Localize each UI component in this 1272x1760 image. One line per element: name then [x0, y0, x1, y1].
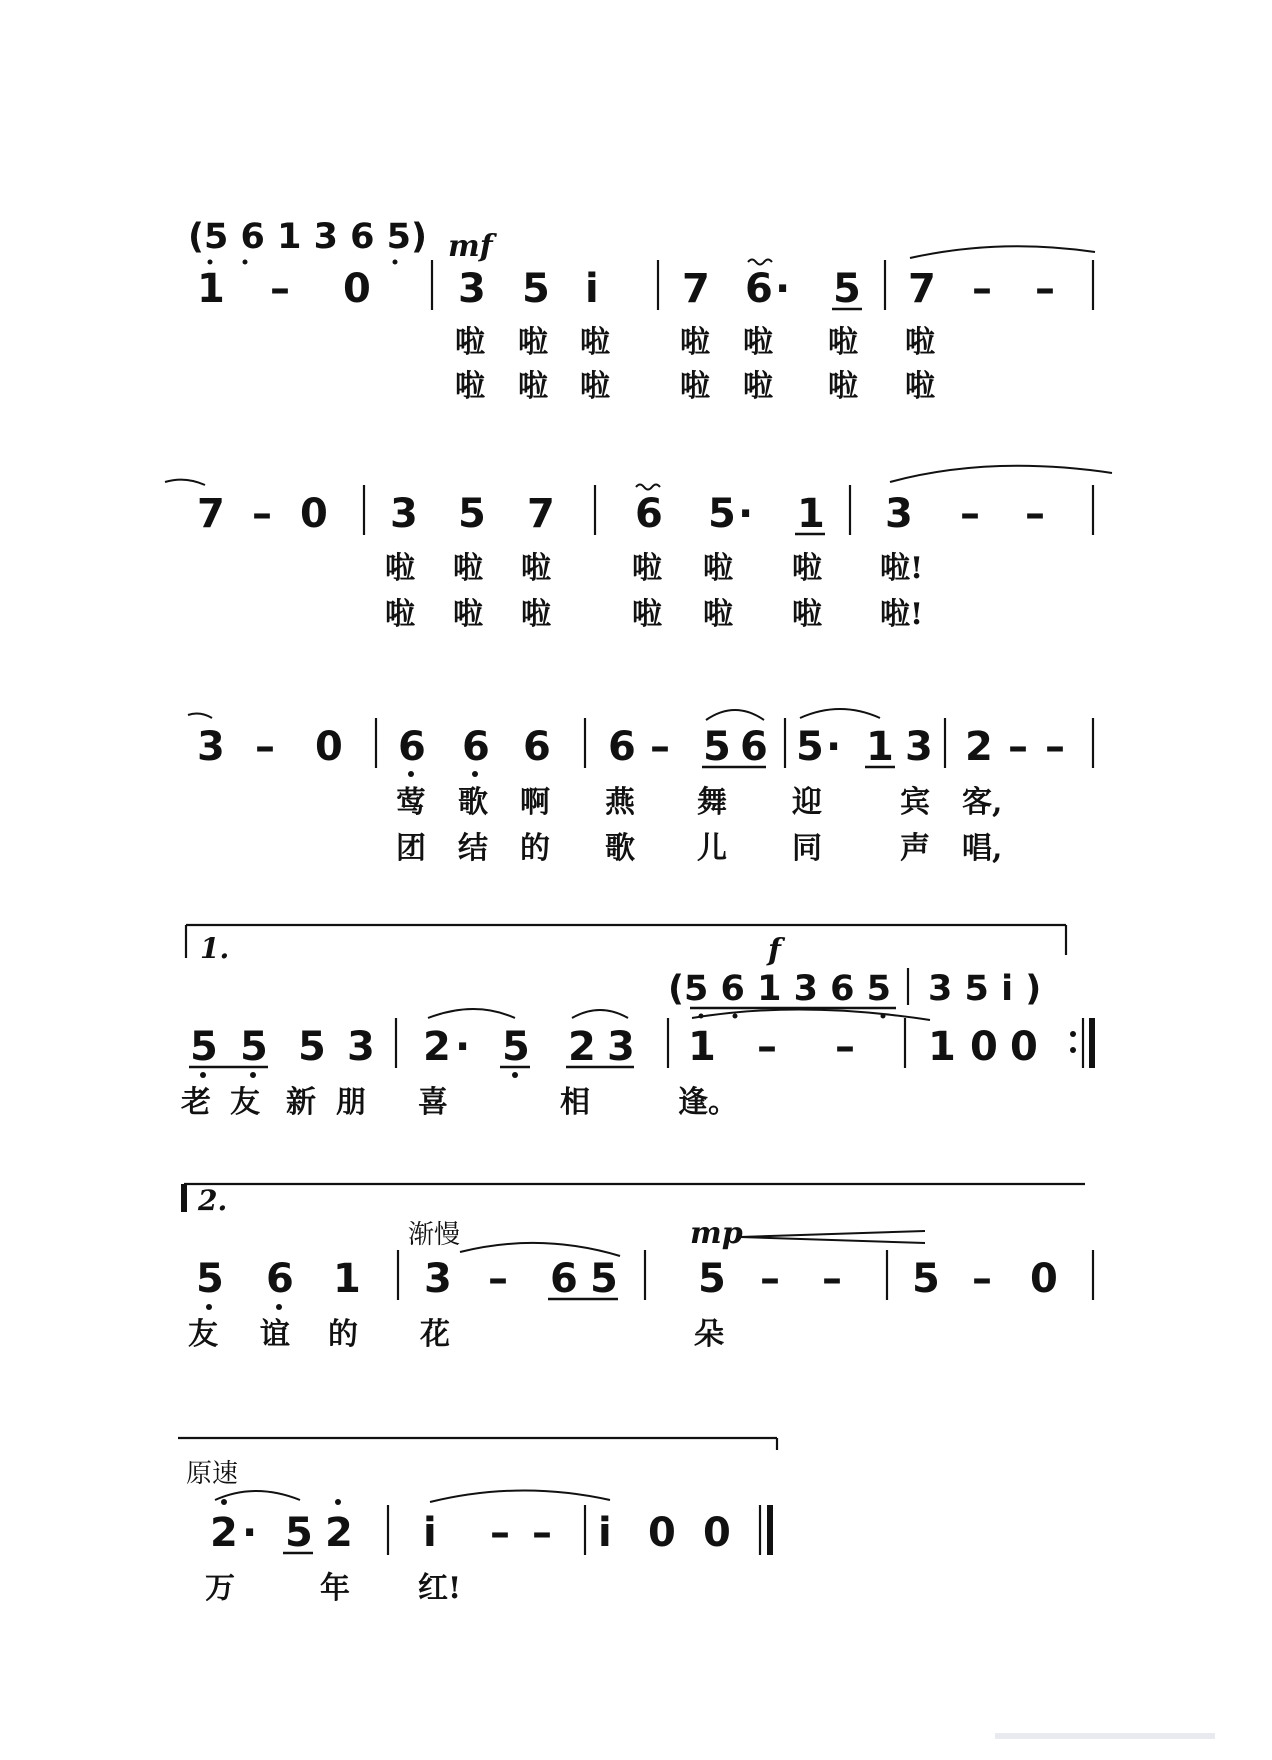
note: 0 [703, 1510, 731, 1556]
note: 5 [522, 266, 550, 312]
note: 3 [885, 491, 913, 537]
lyric-syllable: 啦 [743, 369, 773, 404]
note: i [598, 1510, 612, 1556]
note: 0 [315, 724, 343, 770]
interlude-phrase: (5 6 1 3 6 5 [668, 969, 892, 1009]
lyrics-verse-2 [396, 831, 1002, 866]
note: 3 [607, 1024, 635, 1070]
lyric-syllable: 朵 [694, 1317, 724, 1352]
interlude-phrase: 3 5 i ) [928, 969, 1042, 1009]
slur-arc [572, 1010, 628, 1018]
low-octave-dot [733, 1014, 738, 1019]
tie-arc [188, 714, 212, 718]
lyric-syllable: 友 [230, 1085, 260, 1120]
note-dash: – [270, 266, 290, 312]
lyrics-verse-2 [455, 369, 935, 404]
dynamic-f: f [768, 933, 781, 968]
lyric-syllable: 啦 [518, 369, 548, 404]
repeat-dot [1070, 1031, 1076, 1037]
mordent-mark [748, 260, 772, 265]
lyric-syllable: 啦 [828, 325, 858, 360]
note: 5 [458, 491, 486, 537]
note: 3 [905, 724, 933, 770]
lyric-syllable: 燕 [605, 785, 635, 820]
note: 0 [970, 1024, 998, 1070]
note-dash: – [835, 1024, 855, 1070]
note-dash: – [822, 1256, 842, 1302]
augmentation-dot: · [826, 724, 842, 770]
note: 6 [635, 491, 663, 537]
lyric-syllable: 莺 [396, 785, 426, 820]
volta-number: 2. [198, 1184, 228, 1217]
footer-watermark [995, 1733, 1215, 1739]
augmentation-dot: · [775, 266, 791, 312]
repeat-dot [1070, 1047, 1076, 1053]
note: 2 [568, 1024, 596, 1070]
high-octave-dot [335, 1499, 341, 1505]
note-dash: – [1025, 491, 1045, 537]
note: 1 [197, 266, 225, 312]
lyric-syllable: 啦 [703, 551, 733, 586]
note: 1 [333, 1256, 361, 1302]
lyric-syllable: 朋 [336, 1085, 366, 1120]
note: 5 [240, 1024, 268, 1070]
lyric-syllable: 红! [418, 1571, 462, 1606]
note: 6 [462, 724, 490, 770]
lyric-syllable: 迎 [792, 785, 822, 820]
augmentation-dot: · [455, 1024, 471, 1070]
lyric-syllable: 啦 [632, 597, 662, 632]
diminuendo-upper [740, 1231, 925, 1237]
lyrics-verse-1 [188, 1317, 724, 1352]
note: 7 [682, 266, 710, 312]
system-6 [178, 1438, 777, 1606]
note: 1 [797, 491, 825, 537]
diminuendo-lower [740, 1237, 925, 1243]
note: 3 [197, 724, 225, 770]
system-5-second-ending [184, 1184, 1093, 1352]
note-dash: – [757, 1024, 777, 1070]
note: 7 [197, 491, 225, 537]
lyric-syllable: 宾 [900, 785, 930, 820]
lyric-syllable: 啦 [680, 369, 710, 404]
note: 5 [502, 1024, 530, 1070]
lyric-syllable: 花 [420, 1317, 450, 1352]
note-dash: – [972, 266, 992, 312]
lyric-syllable: 结 [458, 831, 488, 866]
lyric-syllable: 谊 [260, 1317, 290, 1352]
intro-phrase: (5 6 1 3 6 5) [188, 217, 428, 257]
lyric-syllable: 啦 [580, 325, 610, 360]
lyric-syllable: 啦! [880, 597, 924, 632]
note: 5 [708, 491, 736, 537]
note: 6 [740, 724, 768, 770]
note: 6 [523, 724, 551, 770]
lyric-syllable: 啦! [880, 551, 924, 586]
note: 1 [928, 1024, 956, 1070]
note-dash: – [488, 1256, 508, 1302]
intro-low-dot [393, 260, 398, 265]
lyric-syllable: 老 [181, 1085, 211, 1120]
lyric-syllable: 啦 [518, 325, 548, 360]
note-dash: – [1045, 724, 1065, 770]
lyric-syllable: 舞 [697, 785, 727, 820]
volta-number: 1. [200, 932, 230, 965]
low-octave-dot [200, 1072, 206, 1078]
note: 2 [423, 1024, 451, 1070]
note: 1 [866, 724, 894, 770]
lyrics-verse-1 [181, 1085, 738, 1120]
dynamic-mp: mp [690, 1216, 743, 1251]
slur-arc [215, 1491, 300, 1500]
lyric-syllable: 唱, [962, 831, 1003, 866]
note: 1 [688, 1024, 716, 1070]
lyric-syllable: 啦 [455, 369, 485, 404]
slur-arc [428, 1009, 515, 1018]
note: 0 [343, 266, 371, 312]
note: 6 [266, 1256, 294, 1302]
system-1 [188, 217, 1095, 404]
note-dash: – [255, 724, 275, 770]
intro-low-dot [243, 260, 248, 265]
system-3 [188, 709, 1093, 866]
lyrics-verse-1 [205, 1571, 461, 1606]
note-dash: – [532, 1510, 552, 1556]
lyric-syllable: 啦 [521, 551, 551, 586]
lyric-syllable: 啦 [455, 325, 485, 360]
low-octave-dot [408, 771, 414, 777]
lyric-syllable: 年 [320, 1571, 350, 1606]
note-dash: – [1008, 724, 1028, 770]
mordent-mark [636, 485, 660, 490]
intro-low-dot [208, 260, 213, 265]
note: 3 [390, 491, 418, 537]
low-octave-dot [472, 771, 478, 777]
note-dash: – [1035, 266, 1055, 312]
note: 0 [300, 491, 328, 537]
rit-line [460, 1243, 620, 1256]
lyric-syllable: 啦 [385, 551, 415, 586]
low-octave-dot [512, 1072, 518, 1078]
lyric-syllable: 啊 [520, 785, 550, 820]
lyric-syllable: 啦 [792, 551, 822, 586]
low-octave-dot [276, 1304, 282, 1310]
note: 5 [833, 266, 861, 312]
lyric-syllable: 万 [205, 1571, 235, 1606]
note: 5 [703, 724, 731, 770]
note: 7 [908, 266, 936, 312]
note-dash: – [650, 724, 670, 770]
note: 6 [608, 724, 636, 770]
tie-arc [692, 1009, 930, 1020]
lyric-syllable: 啦 [580, 369, 610, 404]
note-dash: – [490, 1510, 510, 1556]
lyric-syllable: 啦 [743, 325, 773, 360]
dynamic-mf: mf [448, 229, 493, 264]
lyric-syllable: 的 [520, 831, 550, 866]
tie-arc [910, 246, 1095, 258]
note: 6 [550, 1256, 578, 1302]
tie-arc [890, 466, 1112, 482]
lyric-syllable: 儿 [697, 831, 727, 866]
lyrics-verse-1 [455, 325, 935, 360]
tie-arc [165, 480, 205, 485]
lyric-syllable: 啦 [792, 597, 822, 632]
system-4-first-ending [181, 925, 1092, 1120]
lyric-syllable: 啦 [828, 369, 858, 404]
low-octave-dot [206, 1304, 212, 1310]
note: 5 [285, 1510, 313, 1556]
note: 5 [590, 1256, 618, 1302]
system-2 [165, 466, 1112, 632]
note: 6 [745, 266, 773, 312]
note: 3 [458, 266, 486, 312]
note: i [423, 1510, 437, 1556]
lyric-syllable: 逢。 [678, 1085, 738, 1120]
lyric-syllable: 啦 [632, 551, 662, 586]
lyrics-verse-2 [385, 597, 923, 632]
note: 5 [190, 1024, 218, 1070]
note: 0 [1010, 1024, 1038, 1070]
lyric-syllable: 相 [560, 1085, 590, 1120]
tempo-mark: 原速 [186, 1459, 239, 1489]
slur-arc [706, 710, 764, 720]
augmentation-dot: · [738, 491, 754, 537]
note: 6 [398, 724, 426, 770]
lyric-syllable: 啦 [385, 597, 415, 632]
note: 3 [424, 1256, 452, 1302]
lyric-syllable: 啦 [680, 325, 710, 360]
augmentation-dot: · [242, 1510, 258, 1556]
note-dash: – [972, 1256, 992, 1302]
lyric-syllable: 啦 [521, 597, 551, 632]
note: 5 [912, 1256, 940, 1302]
note: 5 [796, 724, 824, 770]
lyrics-verse-1 [385, 551, 923, 586]
lyric-syllable: 啦 [905, 325, 935, 360]
lyric-syllable: 声 [900, 831, 930, 866]
lyric-syllable: 友 [188, 1317, 218, 1352]
high-octave-dot [221, 1499, 227, 1505]
note: 2 [965, 724, 993, 770]
note: 5 [298, 1024, 326, 1070]
tempo-mark: 渐慢 [408, 1220, 461, 1250]
lyric-syllable: 啦 [453, 551, 483, 586]
lyric-syllable: 新 [286, 1085, 316, 1120]
lyrics-verse-1 [396, 785, 1002, 820]
lyric-syllable: 啦 [453, 597, 483, 632]
tie-arc [430, 1490, 610, 1502]
note: 0 [648, 1510, 676, 1556]
note: 0 [1030, 1256, 1058, 1302]
lyric-syllable: 歌 [458, 785, 488, 820]
slur-arc [800, 709, 880, 718]
lyric-syllable: 的 [328, 1317, 358, 1352]
note: 2 [325, 1510, 353, 1556]
lyric-syllable: 客, [962, 785, 1003, 820]
note: 5 [196, 1256, 224, 1302]
lyric-syllable: 啦 [703, 597, 733, 632]
note: 3 [347, 1024, 375, 1070]
note: 7 [527, 491, 555, 537]
lyric-syllable: 啦 [905, 369, 935, 404]
lyric-syllable: 团 [396, 831, 426, 866]
note: 5 [698, 1256, 726, 1302]
note-dash: – [252, 491, 272, 537]
lyric-syllable: 歌 [605, 831, 635, 866]
note-dash: – [760, 1256, 780, 1302]
note: 2 [210, 1510, 238, 1556]
note-dash: – [960, 491, 980, 537]
note: i [585, 266, 599, 312]
low-octave-dot [250, 1072, 256, 1078]
lyric-syllable: 喜 [418, 1085, 448, 1120]
lyric-syllable: 同 [792, 831, 822, 866]
